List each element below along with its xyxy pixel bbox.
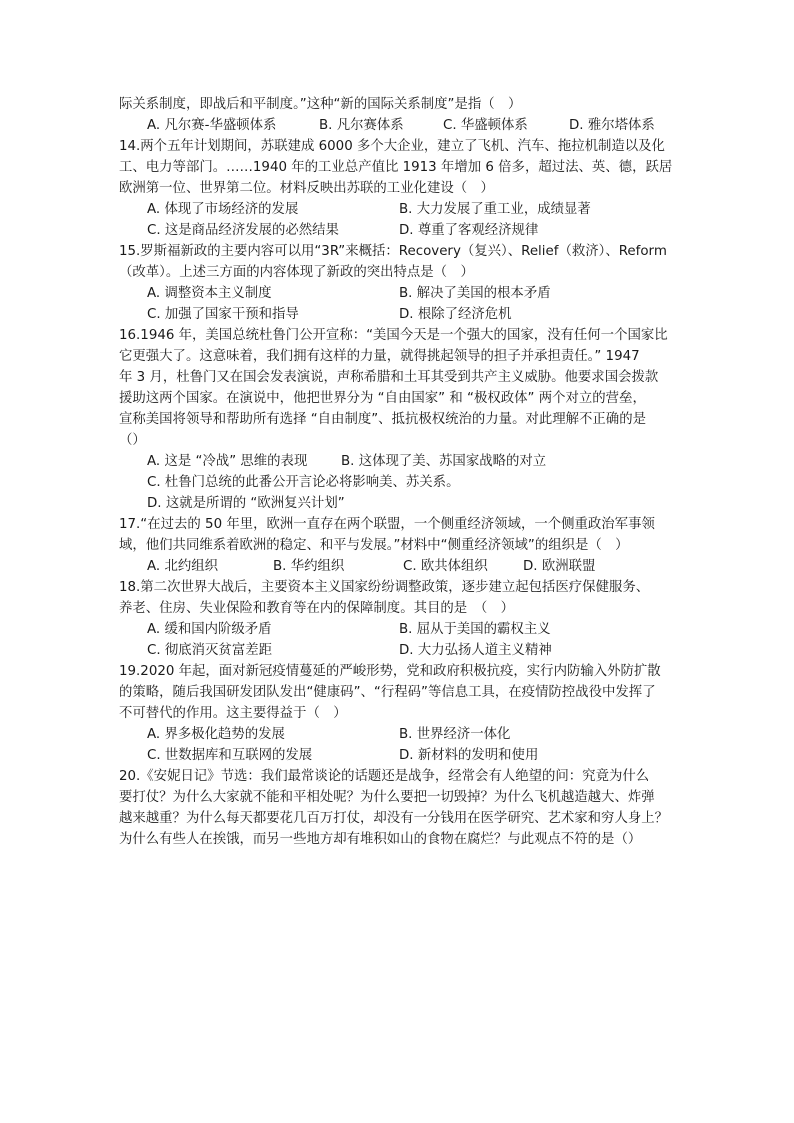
options-row bbox=[119, 724, 679, 745]
question-13 bbox=[119, 94, 679, 136]
question-text-line: 宣称美国将领导和帮助所有选择 “自由制度”、抵抗极权统治的力量。对此理解不正确的是 bbox=[119, 412, 646, 427]
option-a[interactable]: A. 凡尔赛-华盛顿体系 bbox=[147, 118, 277, 133]
question-text-line: 它更强大了。这意味着，我们拥有这样的力量，就得挑起领导的担子并承担责任。” 1947 bbox=[119, 349, 640, 364]
options-row bbox=[119, 451, 679, 472]
options-row bbox=[119, 556, 679, 577]
option-c[interactable]: C. 世数据库和互联网的发展 bbox=[147, 748, 313, 763]
option-a[interactable]: A. 缓和国内阶级矛盾 bbox=[147, 622, 272, 637]
option-d[interactable]: D. 大力弘扬人道主义精神 bbox=[399, 643, 552, 658]
option-d[interactable]: D. 雅尔塔体系 bbox=[569, 118, 655, 133]
question-text-line: 工、电力等部门。……1940 年的工业总产值比 1913 年增加 6 倍多，超过法、英、德，跃居 bbox=[119, 160, 673, 175]
question-text-line: 19.2020 年起，面对新冠疫情蔓延的严峻形势，党和政府积极抗疫，实行内防输入外防扩散 bbox=[119, 664, 661, 679]
question-15 bbox=[119, 241, 679, 325]
option-a[interactable]: A. 北约组织 bbox=[147, 559, 218, 574]
option-a[interactable]: A. 这是 “冷战” 思维的表现 bbox=[147, 454, 308, 469]
question-20 bbox=[119, 766, 679, 850]
options-row bbox=[119, 220, 679, 241]
question-text-line: 要打仗？为什么大家就不能和平相处呢？为什么要把一切毁掉？为什么飞机越造越大、炸弹 bbox=[119, 790, 655, 805]
question-text-line: 为什么有些人在挨饿，而另一些地方却有堆积如山的食物在腐烂？与此观点不符的是（） bbox=[119, 832, 642, 847]
question-text-line: 域，他们共同维系着欧洲的稳定、和平与发展。”材料中“侧重经济领域”的组织是（ ） bbox=[119, 538, 629, 553]
option-b[interactable]: B. 大力发展了重工业，成绩显著 bbox=[399, 202, 591, 217]
option-b[interactable]: B. 世界经济一体化 bbox=[399, 727, 511, 742]
option-c[interactable]: C. 这是商品经济发展的必然结果 bbox=[147, 223, 339, 238]
question-text-line: 际关系制度，即战后和平制度。”这种“新的国际关系制度”是指（ ） bbox=[119, 97, 522, 112]
options-row bbox=[119, 199, 679, 220]
option-d[interactable]: D. 根除了经济危机 bbox=[399, 307, 512, 322]
option-d[interactable]: D. 欧洲联盟 bbox=[523, 559, 596, 574]
question-text-line: 17.“在过去的 50 年里，欧洲一直存在两个联盟，一个侧重经济领域，一个侧重政治军事领 bbox=[119, 517, 655, 532]
options-row bbox=[119, 619, 679, 640]
option-a[interactable]: A. 界多极化趋势的发展 bbox=[147, 727, 285, 742]
options-row bbox=[119, 283, 679, 304]
question-text-line: 不可替代的作用。这主要得益于（ ） bbox=[119, 706, 347, 721]
option-b[interactable]: B. 这体现了美、苏国家战略的对立 bbox=[341, 454, 547, 469]
option-b[interactable]: B. 屈从于美国的霸权主义 bbox=[399, 622, 551, 637]
options-row bbox=[119, 745, 679, 766]
question-16 bbox=[119, 325, 679, 514]
question-text-line: 20.《安妮日记》节选：我们最常谈论的话题还是战争，经常会有人绝望的问：究竟为什么 bbox=[119, 769, 650, 784]
option-c[interactable]: C. 杜鲁门总统的此番公开言论必将影响美、苏关系。 bbox=[147, 475, 460, 490]
option-c[interactable]: C. 彻底消灭贫富差距 bbox=[147, 643, 272, 658]
question-text-line: 欧洲第一位、世界第二位。材料反映出苏联的工业化建设（ ） bbox=[119, 181, 494, 196]
option-d[interactable]: D. 尊重了客观经济规律 bbox=[399, 223, 539, 238]
options-row bbox=[119, 472, 679, 493]
options-row bbox=[119, 640, 679, 661]
question-18 bbox=[119, 577, 679, 661]
question-text-line: 援助这两个国家。在演说中，他把世界分为 “自由国家” 和 “极权政体” 两个对立的营垒， bbox=[119, 391, 646, 406]
question-text-line: （改革）。上述三方面的内容体现了新政的突出特点是（ ） bbox=[119, 265, 474, 280]
question-text-line: （） bbox=[119, 433, 146, 448]
option-b[interactable]: B. 华约组织 bbox=[273, 559, 345, 574]
question-text-line: 15.罗斯福新政的主要内容可以用“3R”来概括：Recovery（复兴）、Relief（救济）、Reform bbox=[119, 244, 667, 259]
options-row bbox=[119, 115, 679, 136]
option-b[interactable]: B. 解决了美国的根本矛盾 bbox=[399, 286, 551, 301]
question-text-line: 14.两个五年计划期间，苏联建成 6000 多个大企业，建立了飞机、汽车、拖拉机制造以及化 bbox=[119, 139, 665, 154]
exam-page bbox=[119, 94, 679, 850]
option-a[interactable]: A. 调整资本主义制度 bbox=[147, 286, 272, 301]
question-text-line: 养老、住房、失业保险和教育等在内的保障制度。其目的是 （ ） bbox=[119, 601, 515, 616]
option-a[interactable]: A. 体现了市场经济的发展 bbox=[147, 202, 299, 217]
option-c[interactable]: C. 加强了国家干预和指导 bbox=[147, 307, 299, 322]
options-row bbox=[119, 304, 679, 325]
question-19 bbox=[119, 661, 679, 766]
question-text-line: 的策略，随后我国研发团队发出“健康码”、“行程码”等信息工具，在疫情防控战役中发挥了 bbox=[119, 685, 656, 700]
options-row bbox=[119, 493, 679, 514]
question-text-line: 越来越重？为什么每天都要花几百万打仗，却没有一分钱用在医学研究、艺术家和穷人身上？ bbox=[119, 811, 669, 826]
question-17 bbox=[119, 514, 679, 577]
question-text-line: 年 3 月，杜鲁门又在国会发表演说，声称希腊和土耳其受到共产主义威胁。他要求国会拨款 bbox=[119, 370, 659, 385]
option-d[interactable]: D. 这就是所谓的 “欧洲复兴计划” bbox=[147, 496, 345, 511]
question-text-line: 18.第二次世界大战后，主要资本主义国家纷纷调整政策，逐步建立起包括医疗保健服务、 bbox=[119, 580, 650, 595]
option-b[interactable]: B. 凡尔赛体系 bbox=[319, 118, 404, 133]
option-d[interactable]: D. 新材料的发明和使用 bbox=[399, 748, 539, 763]
question-text-line: 16.1946 年，美国总统杜鲁门公开宣称：“美国今天是一个强大的国家，没有任何一个国家比 bbox=[119, 328, 668, 343]
question-14 bbox=[119, 136, 679, 241]
option-c[interactable]: C. 华盛顿体系 bbox=[443, 118, 528, 133]
option-c[interactable]: C. 欧共体组织 bbox=[403, 559, 488, 574]
